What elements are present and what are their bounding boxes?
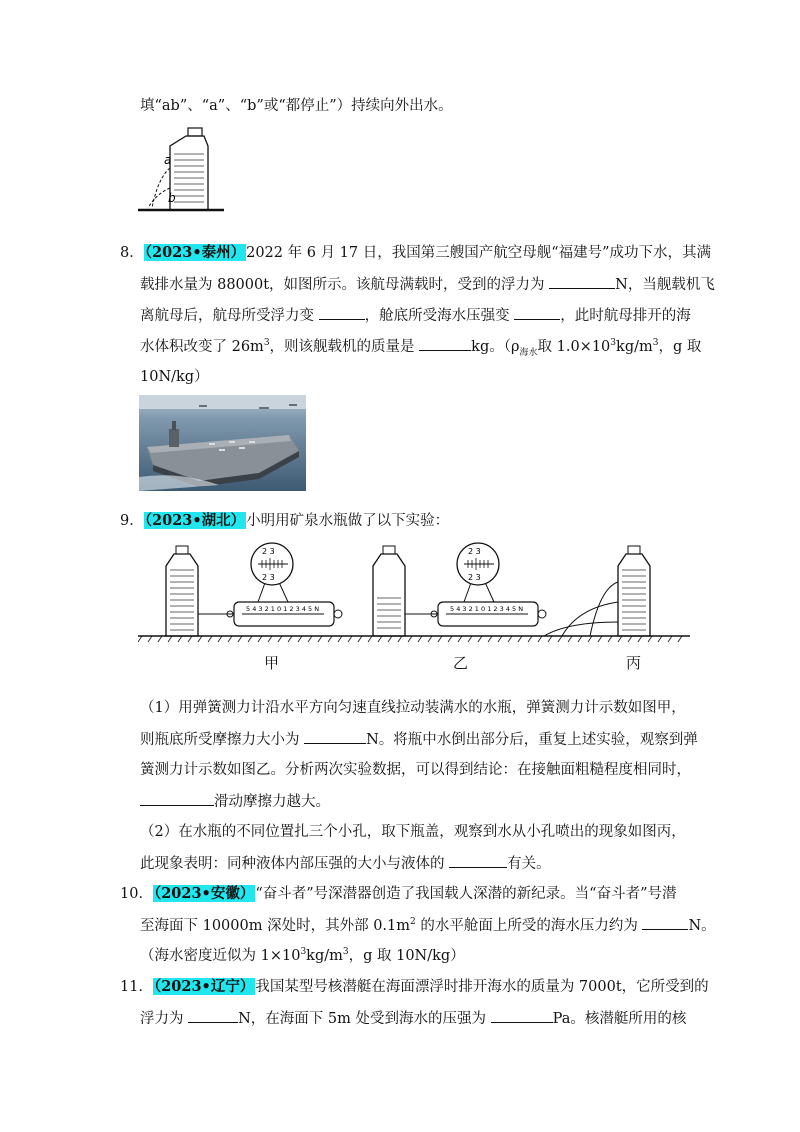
answer-blank[interactable]	[304, 729, 366, 744]
answer-blank[interactable]	[140, 791, 214, 806]
question-number: 8．	[120, 245, 144, 261]
q9-p2-line-1: （2）在水瓶的不同位置扎三个小孔，取下瓶盖，观察到水从小孔喷出的现象如图丙，	[140, 824, 686, 840]
q11-line-1: 11．（2023•辽宁）我国某型号核潜艇在海面漂浮时排开海水的质量为 7000t，它所受到的	[120, 978, 709, 995]
source-tag: （2023•辽宁）	[153, 978, 255, 995]
spring-scale-1	[227, 580, 342, 626]
hole-a-label: a	[164, 153, 172, 167]
q10-line-1: 10．（2023•安徽）“奋斗者”号深潜器创造了我国载人深潜的新纪录。当“奋斗者”号潜	[120, 885, 677, 902]
answer-blank[interactable]	[188, 1008, 238, 1023]
intro-line: 填“ab”、“a”、“b”或“都停止”）持续向外出水。	[140, 98, 453, 114]
magnifier-2	[457, 543, 499, 585]
q8-line-4: 水体积改变了 $26m^3$，则该舰载机的质量是 kg。（$\rho_{海水}$取 $1.0\times 10^3kg/m^3$，g 取	[140, 336, 701, 357]
figure-caption-bing: 丙	[626, 654, 642, 672]
bottle-full	[166, 546, 198, 636]
svg-text:2 3: 2 3	[262, 573, 275, 582]
friction-experiment-figure	[138, 538, 690, 648]
svg-text:5 4 3 2 1 0 1 2 3 4 5 N: 5 4 3 2 1 0 1 2 3 4 5 N	[246, 605, 320, 613]
q9-p1-line-4: 滑动摩擦力越大。	[140, 791, 330, 812]
answer-blank[interactable]	[491, 1008, 553, 1023]
q8-line-5: 10N/kg）	[140, 369, 209, 385]
q8-line-1: 8．（2023•泰州）2022 年 6 月 17 日，我国第三艘国产航空母舰“福建号”成功下水，其满	[120, 244, 712, 261]
answer-blank[interactable]	[549, 274, 615, 289]
q9-p1-line-3: 簧测力计示数如图乙。分析两次实验数据，可以得到结论：在接触面粗糙程度相同时，	[140, 762, 691, 778]
hole-b-label: b	[168, 191, 176, 205]
svg-text:2 3: 2 3	[468, 547, 481, 556]
q9-p2-line-2: 此现象表明：同种液体内部压强的大小与液体的 有关。	[140, 853, 551, 874]
bottle-partly-full	[373, 546, 405, 636]
q9-line-1: 9．（2023•湖北）小明用矿泉水瓶做了以下实验：	[120, 512, 450, 529]
aircraft-carrier-photo	[139, 395, 306, 491]
svg-text:2 3: 2 3	[262, 547, 275, 556]
answer-blank[interactable]	[419, 336, 471, 351]
svg-text:5 4 3 2 1 0 1 2 3 4 5 N: 5 4 3 2 1 0 1 2 3 4 5 N	[450, 605, 524, 613]
question-number: 10．	[120, 886, 153, 902]
source-tag: （2023•安徽）	[153, 885, 255, 902]
q8-line-2: 载排水量为 88000t，如图所示。该航母满载时，受到的浮力为 N，当舰载机飞	[140, 274, 715, 295]
answer-blank[interactable]	[449, 853, 507, 868]
figure-caption-jia: 甲	[264, 654, 280, 672]
magnifier-1	[251, 543, 293, 585]
answer-blank[interactable]	[514, 305, 560, 320]
q9-p1-line-2: 则瓶底所受摩擦力大小为 N。将瓶中水倒出部分后，重复上述实验，观察到弹	[140, 729, 698, 750]
q10-line-2: 至海面下 10000m 深处时，其外部 $0.1m^2$ 的水平舱面上所受的海水压力约为 N。	[140, 915, 716, 936]
q9-p1-line-1: （1）用弹簧测力计沿水平方向匀速直线拉动装满水的水瓶，弹簧测力计示数如图甲，	[140, 700, 686, 716]
q8-line-3: 离航母后，航母所受浮力变 ，舱底所受海水压强变 ，此时航母排开的海	[140, 305, 691, 326]
source-tag: （2023•湖北）	[144, 512, 246, 529]
q10-line-3: （海水密度近似为 $1\times 10^3kg/m^3$，g 取 10N/kg）	[140, 947, 465, 964]
source-tag: （2023•泰州）	[144, 244, 246, 261]
question-number: 11．	[120, 979, 153, 995]
answer-blank[interactable]	[642, 915, 688, 930]
figure-caption-yi: 乙	[453, 654, 469, 672]
q11-line-2: 浮力为 N，在海面下 5m 处受到海水的压强为 Pa。核潜艇所用的核	[140, 1008, 686, 1029]
svg-text:2 3: 2 3	[468, 573, 481, 582]
answer-blank[interactable]	[319, 305, 365, 320]
spring-scale-2	[431, 580, 546, 626]
question-number: 9．	[120, 513, 144, 529]
bottle-holes-figure	[138, 124, 228, 216]
bottle-with-holes	[544, 546, 650, 636]
